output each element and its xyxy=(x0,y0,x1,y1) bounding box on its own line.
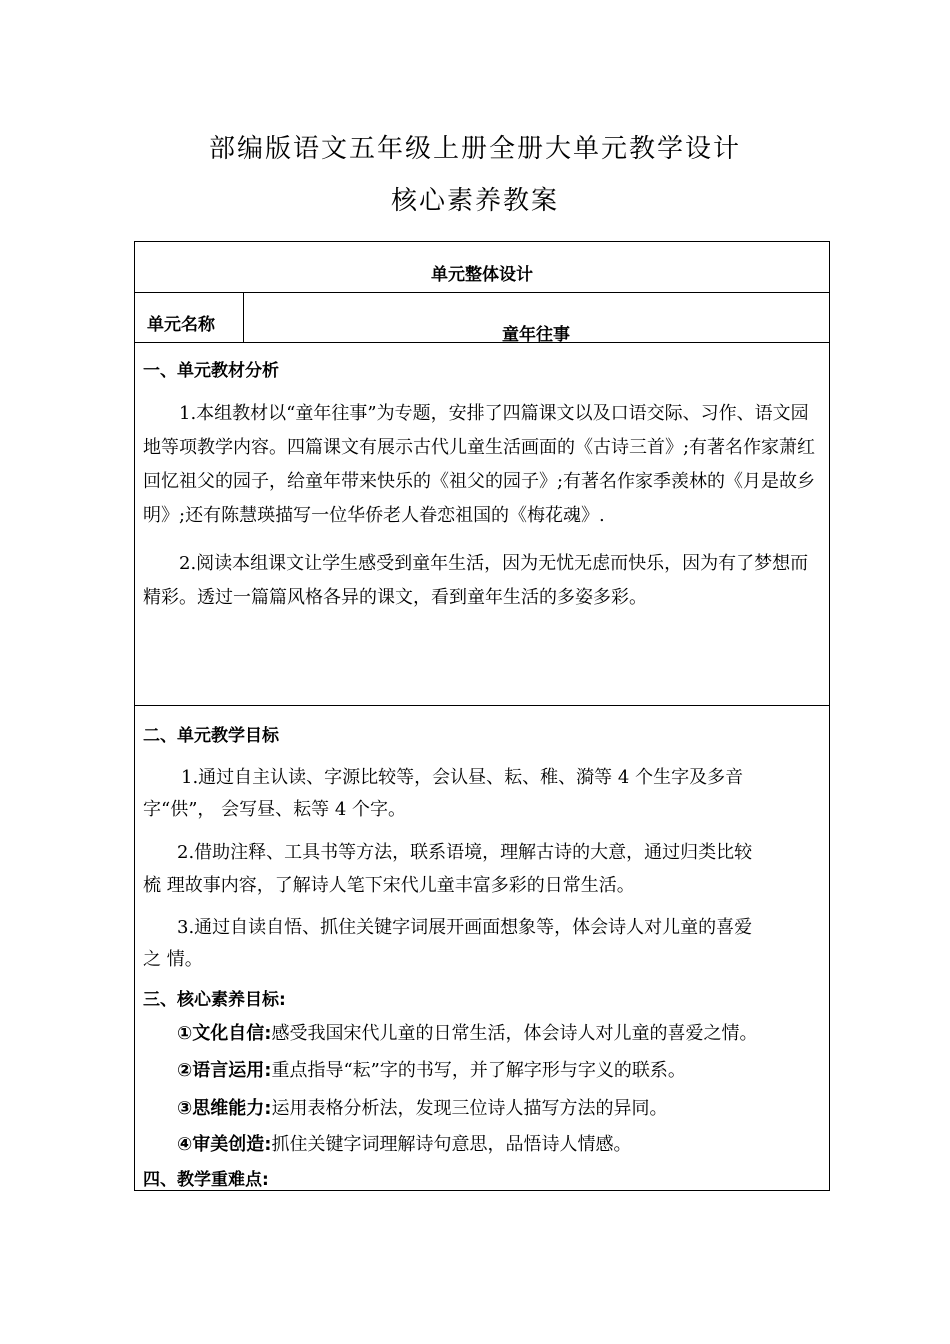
literacy-goal xyxy=(177,1094,667,1120)
goal-line: 字“供”， 会写昼、耘等 4 个字。 xyxy=(143,799,407,820)
unit-name-value: 童年往事 xyxy=(502,325,570,345)
literacy-goal-label: ④审美创造: xyxy=(177,1134,272,1155)
section-heading: 四、教学重难点: xyxy=(143,1170,269,1190)
literacy-goal-text: 运用表格分析法，发现三位诗人描写方法的异同。 xyxy=(271,1098,668,1119)
goal-line: 梳 理故事内容，了解诗人笔下宋代儿童丰富多彩的日常生活。 xyxy=(143,875,635,896)
literacy-goal-label: ①文化自信: xyxy=(177,1023,272,1044)
goal-line: 2.借助注释、工具书等方法，联系语境，理解古诗的大意，通过归类比较 xyxy=(177,842,753,863)
table-divider xyxy=(135,292,829,293)
literacy-goal xyxy=(177,1056,686,1082)
section-heading: 三、核心素养目标: xyxy=(143,990,286,1010)
literacy-goal-label: ③思维能力: xyxy=(177,1098,272,1119)
literacy-goal xyxy=(177,1130,631,1156)
table-header: 单元整体设计 xyxy=(431,265,533,285)
lesson-plan-table xyxy=(134,241,830,1191)
literacy-goal-text: 感受我国宋代儿童的日常生活，体会诗人对儿童的喜爱之情。 xyxy=(271,1023,758,1044)
literacy-goal xyxy=(177,1019,757,1045)
goal-line: 1.通过自主认读、字源比较等，会认昼、耘、稚、漪等 4 个生字及多音 xyxy=(181,767,744,788)
goal-line: 3.通过自读自悟、抓住关键字词展开画面想象等，体会诗人对儿童的喜爱 xyxy=(177,917,753,938)
document-subtitle: 核心素养教案 xyxy=(390,186,559,216)
paragraph: 1.本组教材以“童年往事”为专题，安排了四篇课文以及口语交际、习作、语文园地等项教学内容。四篇课文有展示古代儿童生活画面的《古诗三首》;有著名作家萧红回忆祖父的园子，给童年带来快乐的《祖父的园子》;有著名作家季羡林的《月是故乡明》;还有陈慧瑛描写一位华侨老人眷恋祖国的《梅花魂》. xyxy=(143,403,816,526)
paragraph: 2.阅读本组课文让学生感受到童年生活，因为无忧无虑而快乐，因为有了梦想而精彩。透过一篇篇风格各异的课文，看到童年生活的多姿多彩。 xyxy=(143,553,809,608)
table-divider xyxy=(135,705,829,706)
literacy-goal-text: 重点指导“耘”字的书写，并了解字形与字义的联系。 xyxy=(271,1060,686,1081)
document-title: 部编版语文五年级上册全册大单元教学设计 xyxy=(208,134,741,164)
literacy-goal-text: 抓住关键字词理解诗句意思，品悟诗人情感。 xyxy=(271,1134,632,1155)
literacy-goal-label: ②语言运用: xyxy=(177,1060,272,1081)
section-heading: 二、单元教学目标 xyxy=(143,726,279,746)
unit-name-label: 单元名称 xyxy=(147,315,215,335)
section-heading: 一、单元教材分析 xyxy=(143,361,279,381)
goal-line: 之 情。 xyxy=(143,949,203,970)
